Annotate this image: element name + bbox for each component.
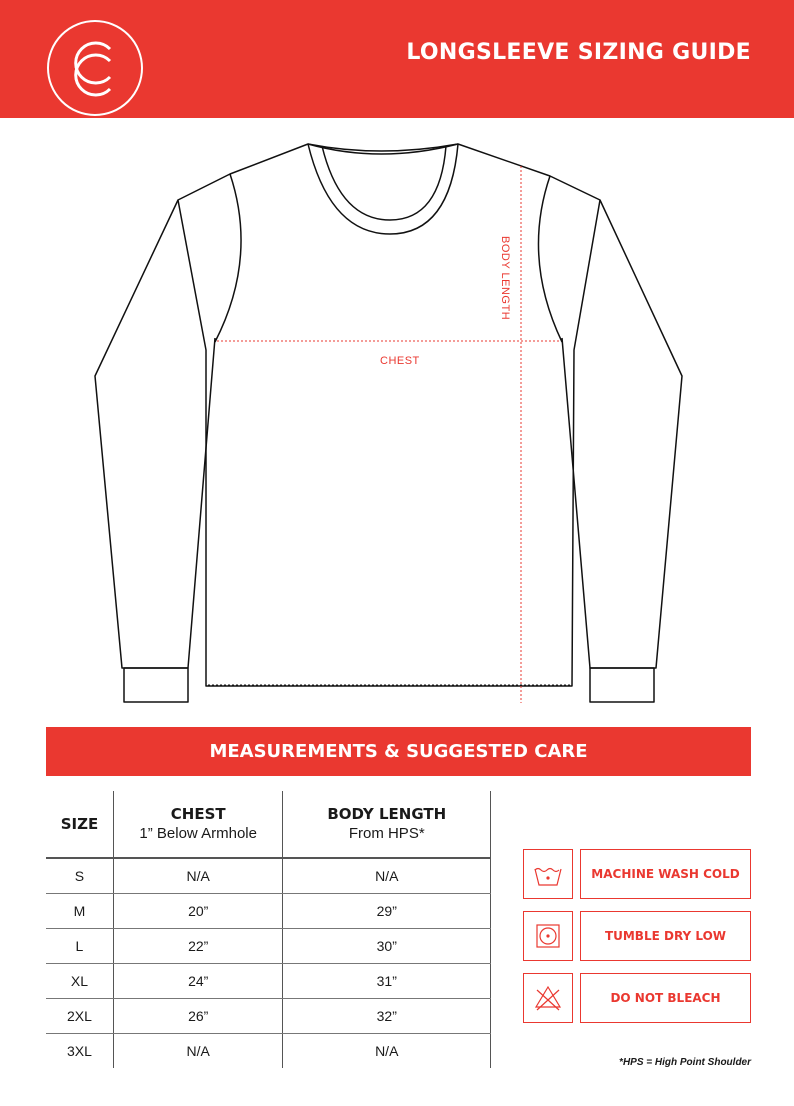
- chest-cell: 22”: [113, 929, 283, 964]
- chest-cell: 24”: [113, 964, 283, 999]
- table-row: [46, 964, 491, 999]
- section-banner: MEASUREMENTS & SUGGESTED CARE: [46, 727, 751, 776]
- body-length-dimension-label: BODY LENGTH: [499, 236, 511, 321]
- chest-cell: 20”: [113, 894, 283, 929]
- size-cell: L: [46, 929, 113, 964]
- body-length-cell: 31”: [283, 964, 491, 999]
- care-item-bleach: [523, 973, 751, 1023]
- page-title: LONGSLEEVE SIZING GUIDE: [406, 40, 751, 65]
- chest-cell: N/A: [113, 858, 283, 894]
- size-cell: XL: [46, 964, 113, 999]
- wash-cold-icon: [523, 849, 573, 899]
- table-row: [46, 858, 491, 894]
- body-length-cell: N/A: [283, 858, 491, 894]
- brand-monogram-logo: [46, 19, 144, 117]
- size-cell: 2XL: [46, 999, 113, 1034]
- table-row: [46, 1034, 491, 1069]
- size-cell: M: [46, 894, 113, 929]
- body-length-cell: 32”: [283, 999, 491, 1034]
- care-label-bleach: DO NOT BLEACH: [580, 973, 751, 1023]
- body-length-cell: N/A: [283, 1034, 491, 1069]
- care-item-wash: [523, 849, 751, 899]
- header-bar: [0, 0, 794, 118]
- column-header-body-length: BODY LENGTH From HPS*: [283, 791, 491, 858]
- size-chart-table: [46, 791, 491, 1068]
- column-header-size: SIZE: [46, 791, 113, 858]
- body-length-cell: 29”: [283, 894, 491, 929]
- care-label-dry: TUMBLE DRY LOW: [580, 911, 751, 961]
- footnote: *HPS = High Point Shoulder: [619, 1057, 751, 1068]
- size-cell: 3XL: [66, 1043, 92, 1059]
- tumble-dry-low-icon: [523, 911, 573, 961]
- table-row: [46, 929, 491, 964]
- chest-cell: N/A: [113, 1034, 283, 1069]
- table-header-row: [46, 791, 491, 858]
- care-item-dry: [523, 911, 751, 961]
- chest-cell: 26”: [113, 999, 283, 1034]
- chest-dimension-label: CHEST: [380, 355, 420, 367]
- no-bleach-icon: [523, 973, 573, 1023]
- care-label-wash: MACHINE WASH COLD: [580, 849, 751, 899]
- size-cell: S: [46, 858, 113, 894]
- body-length-cell: 30”: [283, 929, 491, 964]
- table-row: [46, 999, 491, 1034]
- column-header-chest: CHEST 1” Below Armhole: [113, 791, 283, 858]
- table-row: [46, 894, 491, 929]
- longsleeve-diagram: [90, 138, 690, 713]
